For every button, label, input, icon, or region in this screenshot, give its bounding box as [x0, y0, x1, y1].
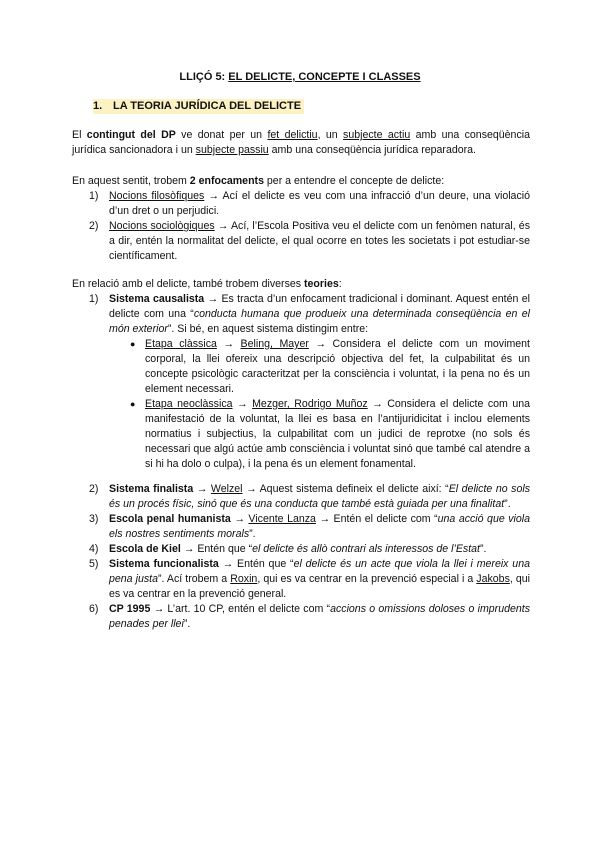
bold-text: Escola penal humanista	[109, 513, 231, 525]
list-number: 2)	[89, 220, 99, 232]
list-item	[72, 189, 530, 219]
teories-section	[72, 277, 530, 472]
list-item-cp1995	[72, 602, 530, 632]
sub-list-item	[109, 337, 530, 397]
underlined-text: Nocions filosòfiques	[109, 190, 205, 202]
intro-paragraph	[72, 128, 530, 158]
underlined-text: Welzel	[210, 483, 243, 495]
text: El	[72, 129, 87, 141]
text: amb una conseqüència jurídica sancionadora i un	[72, 129, 530, 156]
list-item-causalista	[72, 292, 530, 472]
underlined-text: Jakobs	[476, 573, 510, 585]
section-heading	[93, 99, 304, 114]
italic-text: El delicte no sols és un procés físic, sinó que és una conducta que també està guiada per una finalitat	[109, 483, 531, 510]
italic-text: el delicte és allò contrari als interessos de l’Estat	[252, 543, 480, 555]
teories-list-continued	[72, 482, 530, 632]
underlined-text: Nocions sociològiques	[109, 220, 215, 232]
bold-text: Sistema finalista	[109, 483, 194, 495]
teories-list	[72, 292, 530, 472]
italic-text: el delicte és un acte que viola la llei i mereix una pena justa	[109, 558, 530, 585]
text: ve donat per un	[175, 129, 268, 141]
bold-text: teories	[304, 278, 339, 290]
underlined-text: Mezger, Rodrigo Muñoz	[252, 398, 368, 410]
text: → Entén que “	[180, 543, 253, 555]
bold-text: contingut del DP	[86, 129, 176, 141]
list-number: 6)	[89, 603, 99, 615]
text: → Entén el delicte com “	[315, 513, 438, 525]
text: En aquest sentit, trobem	[72, 175, 190, 187]
etapes-list	[109, 337, 530, 472]
text: → Ací, l’Escola Positiva veu el delicte com un fenòmen natural, és a dir, entén la normalitat del delicte, el qual ocorre en totes les societats i pot estudiar-se científicament.	[109, 220, 530, 262]
text: , qui es va centrar en la prevenció especial i a	[257, 573, 477, 585]
underlined-text: Roxin	[230, 573, 258, 585]
text: En relació amb el delicte, també trobem diverses	[72, 278, 304, 290]
enfocaments-section	[72, 174, 530, 264]
list-item	[72, 219, 530, 264]
text: ”.	[183, 618, 191, 630]
bold-text: CP 1995	[109, 603, 151, 615]
title-prefix: LLIÇÓ 5:	[179, 71, 229, 83]
section-number: 1.	[93, 100, 103, 112]
list-item-funcionalista	[72, 557, 530, 602]
italic-text: accions o omissions doloses o imprudents penades per llei	[109, 603, 531, 630]
sub-list-item	[109, 397, 530, 472]
list-item-finalista	[72, 482, 530, 512]
section-heading-text: LA TEORIA JURÍDICA DEL DELICTE	[113, 100, 302, 112]
bold-text: 2 enfocaments	[189, 175, 264, 187]
underlined-text: fet delictiu	[267, 129, 318, 141]
text: , qui es va centrar en la prevenció general.	[109, 573, 530, 600]
underlined-text: Beling, Mayer	[240, 338, 309, 350]
text: ”.	[479, 543, 487, 555]
text: →	[193, 483, 211, 495]
underlined-text: subjecte passiu	[195, 144, 269, 156]
italic-text: conducta humana que produeix una determinada conseqüència en el món exterior	[109, 308, 530, 335]
text: → Es tracta d’un enfocament tradicional i dominant. Aquest entén el delicte com una “	[109, 293, 530, 320]
list-number: 1)	[89, 293, 99, 305]
enfocaments-list	[72, 189, 530, 264]
text: →	[216, 338, 241, 350]
text: ”.	[504, 498, 511, 510]
text: → Considera el delicte com una manifestació de la voluntat, la llei es basa en l’antijuridicitat i inclou elements normatius i subjectius, la culpabilitat com un judici de reprotxe (no sols és necessari que algú actúe amb consciència i voluntat sinó que també cal atendre a si hi ha dolo o culpa), i la pena és un element fonamental.	[145, 398, 531, 470]
text: , un	[317, 129, 344, 141]
italic-text: una acció que viola els nostres sentiments morals	[109, 513, 531, 540]
list-item-kiel	[72, 542, 530, 557]
page-title	[0, 70, 600, 85]
bullet-icon: ●	[130, 339, 136, 349]
underlined-text: Etapa neoclàssica	[145, 398, 233, 410]
bold-text: Sistema funcionalista	[109, 558, 219, 570]
text: amb una conseqüència jurídica reparadora.	[268, 144, 477, 156]
text: ”.	[249, 528, 256, 540]
list-number: 3)	[89, 513, 99, 525]
text: →	[232, 398, 253, 410]
bold-text: Sistema causalista	[109, 293, 205, 305]
bold-text: Escola de Kiel	[109, 543, 181, 555]
list-number: 5)	[89, 558, 99, 570]
title-main: EL DELICTE, CONCEPTE I CLASSES	[228, 71, 421, 83]
text: :	[338, 278, 342, 290]
text: → Considera el delicte com un moviment corporal, la llei ofereix una descripció objectiva del fet, la culpabilitat és un concepte psicològic caracteritzat per la consciència i voluntat, i la pena no és un element necessari.	[145, 338, 530, 395]
list-item-humanista	[72, 512, 530, 542]
underlined-text: Vicente Lanza	[248, 513, 316, 525]
text: → Aquest sistema defineix el delicte així: “	[242, 483, 449, 495]
text: ”. Ací trobem a	[158, 573, 231, 585]
text: → Entén que “	[218, 558, 294, 570]
list-number: 4)	[89, 543, 99, 555]
underlined-text: subjecte actiu	[343, 129, 411, 141]
teories-section-continued	[72, 482, 530, 632]
bullet-icon: ●	[130, 399, 136, 409]
text: ”. Si bé, en aquest sistema distingim entre:	[167, 323, 369, 335]
underlined-text: Etapa clàssica	[145, 338, 217, 350]
text: →	[230, 513, 249, 525]
list-number: 2)	[89, 483, 99, 495]
text: → Ací el delicte es veu com una infracció d’un deure, una violació d’un dret o un perjudici.	[109, 190, 530, 217]
text: per a entendre el concepte de delicte:	[263, 175, 445, 187]
list-number: 1)	[89, 190, 99, 202]
text: → L’art. 10 CP, entén el delicte com “	[150, 603, 331, 615]
